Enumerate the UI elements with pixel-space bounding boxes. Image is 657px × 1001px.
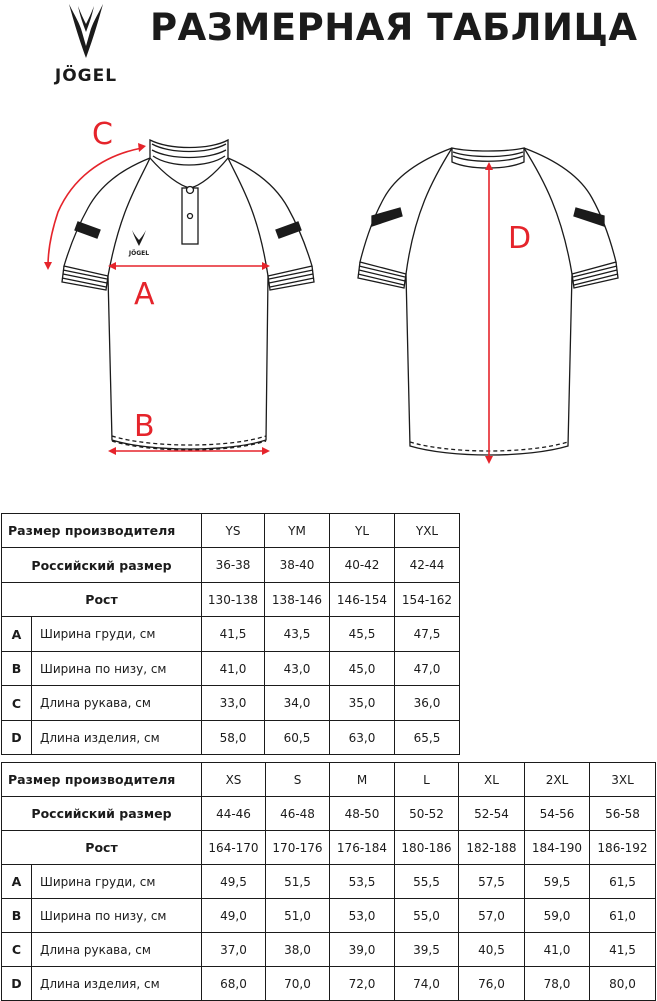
table-row <box>2 831 656 865</box>
value-cell: 63,0 <box>330 721 395 755</box>
table-row <box>2 967 656 1001</box>
value-cell: 53,5 <box>330 865 395 899</box>
russian-size-cell: 48-50 <box>330 797 395 831</box>
row-letter: A <box>2 617 32 652</box>
value-cell: 55,0 <box>395 899 459 933</box>
row-name: Длина рукава, см <box>32 933 202 967</box>
table-row <box>2 797 656 831</box>
page-title: РАЗМЕРНАЯ ТАБЛИЦА <box>150 6 638 49</box>
row-letter: D <box>2 721 32 755</box>
value-cell: 41,5 <box>202 617 265 652</box>
row-name: Длина рукава, см <box>32 686 202 721</box>
row-letter: B <box>2 652 32 686</box>
label-c: C <box>92 117 113 152</box>
table-row <box>2 514 460 548</box>
brand-wordmark: JÖGEL <box>54 66 118 86</box>
table-row <box>2 548 460 583</box>
value-cell: 61,0 <box>590 899 656 933</box>
row-name: Длина изделия, см <box>32 967 202 1001</box>
value-cell: 40,5 <box>459 933 525 967</box>
value-cell: 51,0 <box>266 899 330 933</box>
back-shirt <box>358 148 618 455</box>
value-cell: 51,5 <box>266 865 330 899</box>
russian-size-cell: 38-40 <box>265 548 330 583</box>
value-cell: 68,0 <box>202 967 266 1001</box>
table-row <box>2 865 656 899</box>
row-letter: C <box>2 933 32 967</box>
russian-size-cell: 46-48 <box>266 797 330 831</box>
shirt-illustration <box>0 95 657 475</box>
russian-size-cell: 42-44 <box>395 548 460 583</box>
value-cell: 45,0 <box>330 652 395 686</box>
height-cell: 170-176 <box>266 831 330 865</box>
table-row <box>2 933 656 967</box>
value-cell: 41,0 <box>525 933 590 967</box>
table-row <box>2 763 656 797</box>
size-cell: XS <box>202 763 266 797</box>
size-cell: YL <box>330 514 395 548</box>
size-cell: M <box>330 763 395 797</box>
shirt-chest-wordmark: JÖGEL <box>128 250 150 257</box>
value-cell: 72,0 <box>330 967 395 1001</box>
size-cell: YM <box>265 514 330 548</box>
label-a: A <box>134 277 155 312</box>
value-cell: 45,5 <box>330 617 395 652</box>
size-cell: S <box>266 763 330 797</box>
value-cell: 74,0 <box>395 967 459 1001</box>
value-cell: 78,0 <box>525 967 590 1001</box>
row-letter: A <box>2 865 32 899</box>
header-label: Размер производителя <box>2 763 202 797</box>
value-cell: 36,0 <box>395 686 460 721</box>
value-cell: 57,5 <box>459 865 525 899</box>
value-cell: 59,0 <box>525 899 590 933</box>
height-cell: 184-190 <box>525 831 590 865</box>
value-cell: 60,5 <box>265 721 330 755</box>
russian-size-cell: 52-54 <box>459 797 525 831</box>
value-cell: 35,0 <box>330 686 395 721</box>
height-cell: 130-138 <box>202 583 265 617</box>
row-name: Ширина по низу, см <box>32 899 202 933</box>
height-cell: 176-184 <box>330 831 395 865</box>
front-shirt <box>62 140 314 450</box>
table-row <box>2 617 460 652</box>
value-cell: 70,0 <box>266 967 330 1001</box>
value-cell: 57,0 <box>459 899 525 933</box>
value-cell: 43,5 <box>265 617 330 652</box>
row-name: Длина изделия, см <box>32 721 202 755</box>
size-cell: YS <box>202 514 265 548</box>
height-cell: 164-170 <box>202 831 266 865</box>
size-cell: L <box>395 763 459 797</box>
row-letter: B <box>2 899 32 933</box>
russian-size-cell: 50-52 <box>395 797 459 831</box>
value-cell: 41,0 <box>202 652 265 686</box>
header-label: Размер производителя <box>2 514 202 548</box>
height-cell: 138-146 <box>265 583 330 617</box>
russian-size-cell: 36-38 <box>202 548 265 583</box>
value-cell: 39,0 <box>330 933 395 967</box>
table-row <box>2 583 460 617</box>
label-d: D <box>508 221 532 256</box>
value-cell: 53,0 <box>330 899 395 933</box>
height-cell: 146-154 <box>330 583 395 617</box>
row-letter: C <box>2 686 32 721</box>
value-cell: 47,5 <box>395 617 460 652</box>
value-cell: 49,0 <box>202 899 266 933</box>
height-label: Рост <box>2 831 202 865</box>
row-letter: D <box>2 967 32 1001</box>
value-cell: 49,5 <box>202 865 266 899</box>
russian-size-cell: 44-46 <box>202 797 266 831</box>
value-cell: 47,0 <box>395 652 460 686</box>
table-row <box>2 652 460 686</box>
row-name: Ширина по низу, см <box>32 652 202 686</box>
label-b: B <box>134 409 155 444</box>
row-name: Ширина груди, см <box>32 865 202 899</box>
value-cell: 58,0 <box>202 721 265 755</box>
height-cell: 180-186 <box>395 831 459 865</box>
brand-emblem-icon <box>66 2 106 60</box>
russian-size-cell: 54-56 <box>525 797 590 831</box>
value-cell: 80,0 <box>590 967 656 1001</box>
russian-size-label: Российский размер <box>2 548 202 583</box>
height-label: Рост <box>2 583 202 617</box>
value-cell: 76,0 <box>459 967 525 1001</box>
value-cell: 41,5 <box>590 933 656 967</box>
russian-size-label: Российский размер <box>2 797 202 831</box>
value-cell: 34,0 <box>265 686 330 721</box>
value-cell: 59,5 <box>525 865 590 899</box>
value-cell: 39,5 <box>395 933 459 967</box>
value-cell: 33,0 <box>202 686 265 721</box>
russian-size-cell: 40-42 <box>330 548 395 583</box>
size-table-adult <box>1 762 656 1001</box>
size-cell: 2XL <box>525 763 590 797</box>
height-cell: 182-188 <box>459 831 525 865</box>
table-row <box>2 899 656 933</box>
value-cell: 55,5 <box>395 865 459 899</box>
size-cell: 3XL <box>590 763 656 797</box>
value-cell: 43,0 <box>265 652 330 686</box>
height-cell: 186-192 <box>590 831 656 865</box>
row-name: Ширина груди, см <box>32 617 202 652</box>
value-cell: 61,5 <box>590 865 656 899</box>
size-table-kids <box>1 513 460 755</box>
value-cell: 38,0 <box>266 933 330 967</box>
size-cell: XL <box>459 763 525 797</box>
size-cell: YXL <box>395 514 460 548</box>
table-row <box>2 686 460 721</box>
height-cell: 154-162 <box>395 583 460 617</box>
value-cell: 65,5 <box>395 721 460 755</box>
value-cell: 37,0 <box>202 933 266 967</box>
brand-logo <box>40 2 132 88</box>
russian-size-cell: 56-58 <box>590 797 656 831</box>
table-row <box>2 721 460 755</box>
